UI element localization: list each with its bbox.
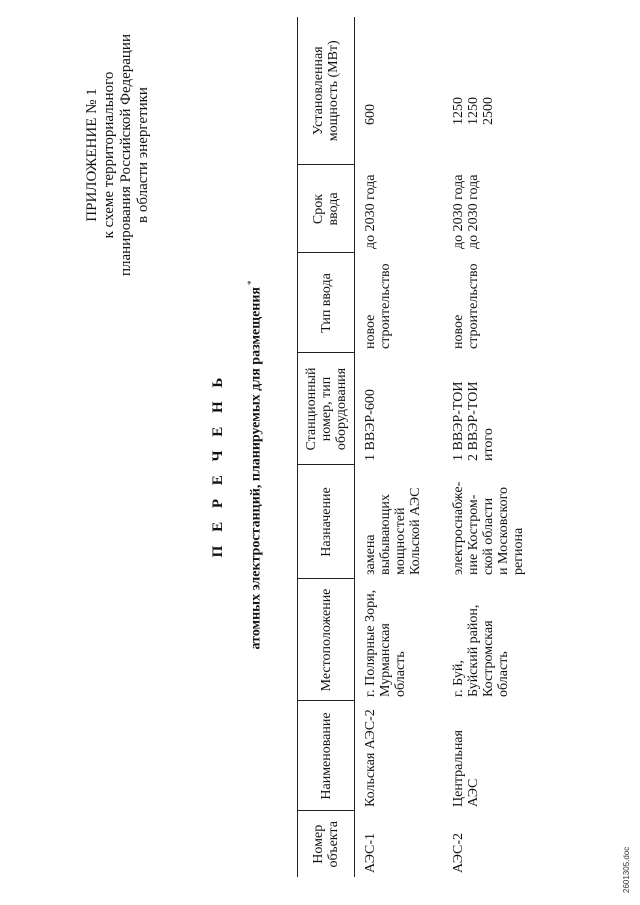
- cell-commissioning-date: до 2030 года до 2030 года: [450, 174, 481, 249]
- cell-commissioning-type: новое строительство: [363, 263, 393, 349]
- footnote-mark: *: [246, 280, 256, 285]
- annex-line: планирования Российской Федерации: [118, 34, 134, 276]
- document-subtitle: [246, 135, 265, 795]
- npp-table: [297, 17, 530, 877]
- subtitle-text: атомных электростанций, планируемых для размещения: [248, 287, 264, 650]
- header-station-equipment: Станционный номер, тип оборудования: [298, 353, 355, 465]
- annex-header: [84, 25, 152, 285]
- header-commissioning-date: Срок ввода: [298, 165, 355, 253]
- header-object-number: Номер объекта: [298, 811, 355, 877]
- cell-purpose: замена выбывающих мощностей Кольской АЭС: [363, 487, 423, 575]
- header-purpose: Назначение: [298, 465, 355, 579]
- cell-location: г. Полярные Зори, Мурманская область: [363, 589, 408, 697]
- table-header-row: [298, 17, 355, 877]
- cell-commissioning-type: новое строительство: [450, 263, 481, 349]
- cell-location: г. Буй, Буйский район, Костромская область: [450, 604, 511, 697]
- cell-object-number: АЭС-2: [450, 832, 466, 873]
- annex-line: в области энергетики: [135, 87, 151, 223]
- table-row: [443, 17, 530, 877]
- table-row: [355, 17, 443, 877]
- cell-purpose: электроснабже- ние Костром- ской области и Московского региона: [450, 481, 526, 575]
- cell-capacity: 600: [363, 104, 378, 125]
- annex-number: ПРИЛОЖЕНИЕ № 1: [84, 88, 100, 222]
- document-file-id: 2601305.doc: [622, 846, 631, 893]
- header-capacity: Установленная мощность (МВт): [298, 17, 355, 165]
- cell-name: Кольская АЭС-2: [363, 709, 378, 807]
- cell-capacity: 1250 1250 2500: [450, 97, 496, 125]
- document-title: П Е Р Е Ч Е Н Ь: [210, 372, 226, 558]
- header-commissioning-type: Тип ввода: [298, 253, 355, 353]
- cell-station-equipment: 1 ВВЭР-600: [363, 389, 378, 461]
- cell-station-equipment: 1 ВВЭР-ТОИ 2 ВВЭР-ТОИ итого: [450, 381, 496, 461]
- header-location: Местоположение: [298, 579, 355, 701]
- cell-object-number: АЭС-1: [363, 832, 378, 873]
- annex-line: к схеме территориального: [101, 71, 117, 239]
- header-name: Наименование: [298, 701, 355, 811]
- cell-name: Центральная АЭС: [450, 730, 481, 807]
- cell-commissioning-date: до 2030 года: [363, 174, 378, 249]
